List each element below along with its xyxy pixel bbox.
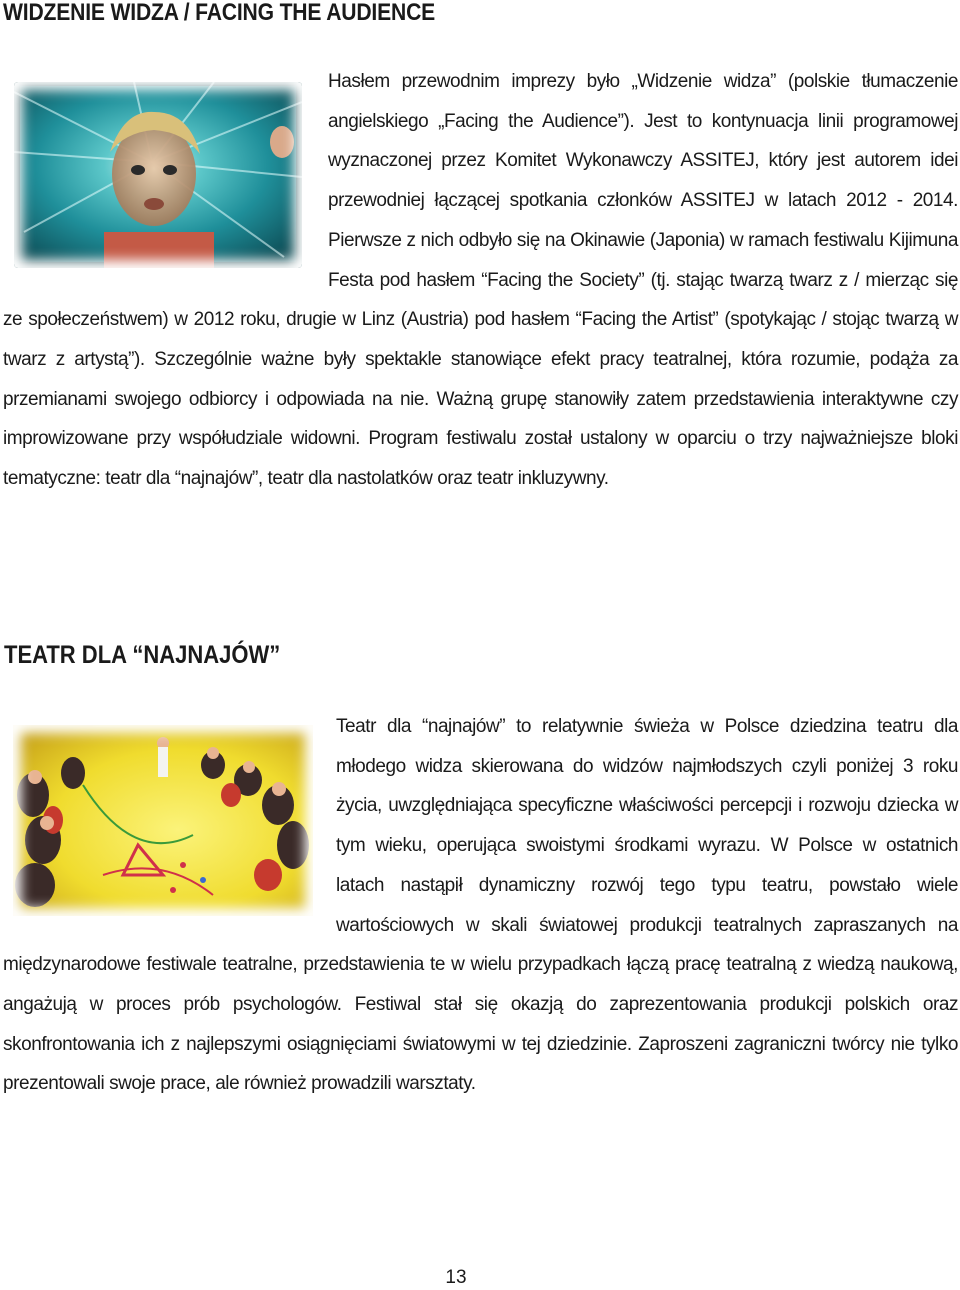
section-heading-teatr-dla-najnajow: TEATR DLA “NAJNAJÓW”: [4, 641, 281, 669]
section-paragraph-facing-the-audience: [3, 62, 958, 499]
section-paragraph-teatr-dla-najnajow: [3, 707, 958, 1104]
paragraph-text: Teatr dla “najnajów” to relatywnie świeża w Polsce dziedzina teatru dla młodego widza skierowana do widzów najmłodszych czyli poniżej 3 roku życia, uwzględniająca specyficzne właściwości percepcji i rozwoju dziecka w tym wieku, operująca swoistymi środkami wyrazu. W Polsce w ostatnich latach nastąpił dynamiczny rozwój tego typu teatru, powstało wiele wartościowych w skali światowej produkcji teatralnych zapraszanych na międzynarodowe festiwale teatralne, przedstawienia te w wielu przypadkach łączą pracę teatralną z wiedzą naukową, angażują w proces prób psychologów. Festiwal stał się okazją do zaprezentowania produkcji polskich oraz skonfrontowania ich z najlepszymi osiągnięciami światowymi w tej dziedzinie. Zaproszeni zagraniczni twórcy nie tylko prezentowali swoje prace, ale również prowadzili warsztaty.: [3, 716, 958, 1095]
photo-wrap-spacer: [3, 707, 336, 943]
page-number: 13: [445, 1267, 467, 1288]
section-heading-facing-the-audience: WIDZENIE WIDZA / FACING THE AUDIENCE: [3, 0, 436, 26]
photo-wrap-spacer: [3, 62, 328, 298]
paragraph-text: Hasłem przewodnim imprezy było „Widzenie widza” (polskie tłumaczenie angielskiego „Facing the Audience”). Jest to kontynuacja linii programowej wyznaczonej przez Komitet Wykonawczy ASSITEJ, który jest autorem idei przewodniej łączącej spotkania członków ASSITEJ w latach 2012 - 2014. Pierwsze z nich odbyło się na Okinawie (Japonia) w ramach festiwalu Kijimuna Festa pod hasłem “Facing the Society” (tj. stając twarzą twarz z / mierząc się ze społeczeństwem) w 2012 roku, drugie w Linz (Austria) pod hasłem “Facing the Artist” (spotykając / stojąc twarzą w twarz z artystą”). Szczególnie ważne były spektakle stanowiące efekt pracy teatralnej, która rozumie, podąża za przemianami swojego odbiorcy i odpowiada na nie. Ważną grupę stanowiły zatem przedstawienia interaktywne czy improwizowane przy współudziale widowni. Program festiwalu został ustalony w oparciu o trzy najważniejsze bloki tematyczne: teatr dla “najnajów”, teatr dla nastolatków oraz teatr inkluzywny.: [3, 71, 958, 490]
